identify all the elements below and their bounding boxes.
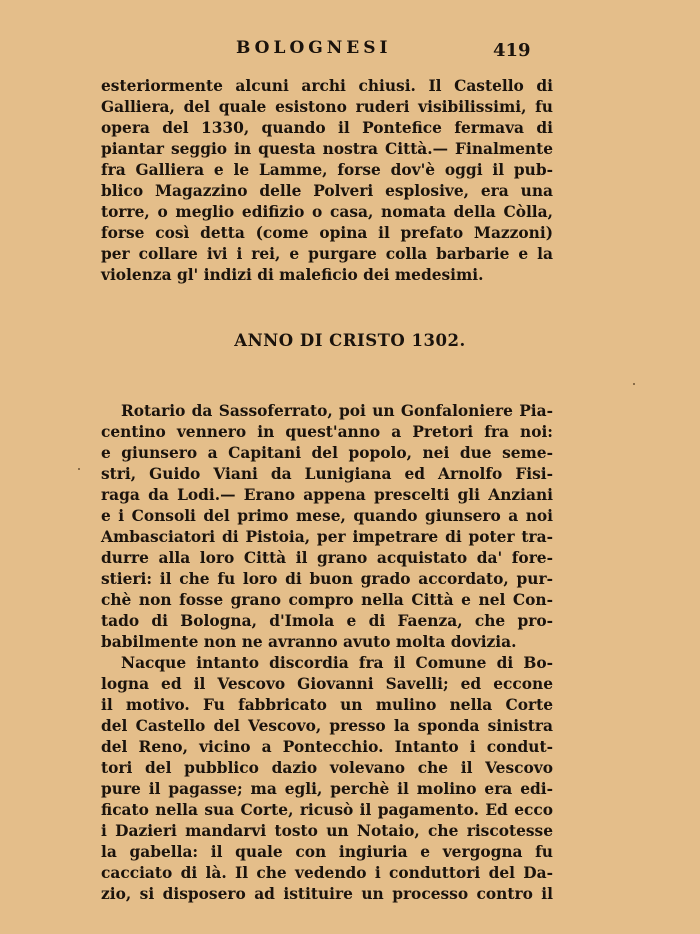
text-line: durre alla loro Città il grano acquistato da' fore-	[101, 549, 553, 567]
text-line: la gabella: il quale con ingiuria e vergogna fu	[101, 843, 553, 861]
text-line: i Dazieri mandarvi tosto un Notaio, che riscotesse	[101, 822, 553, 840]
paper-speck	[633, 383, 635, 385]
page-number: 419	[493, 40, 531, 61]
text-line: stri, Guido Viani da Lunigiana ed Arnolfo Fisi-	[101, 465, 553, 483]
text-line: Rotario da Sassoferrato, poi un Gonfaloniere Pia-	[121, 402, 553, 420]
text-line: Nacque intanto discordia fra il Comune di Bo-	[121, 654, 553, 672]
text-line: chè non fosse grano compro nella Città e nel Con-	[101, 591, 553, 609]
text-line: ficato nella sua Corte, ricusò il pagamento. Ed ecco	[101, 801, 553, 819]
text-line: tori del pubblico dazio volevano che il Vescovo	[101, 759, 553, 777]
text-line: il motivo. Fu fabbricato un mulino nella Corte	[101, 696, 553, 714]
text-line: zio, si disposero ad istituire un processo contro il	[101, 885, 553, 903]
text-line: forse così detta (come opina il prefato Mazzoni)	[101, 224, 553, 242]
text-line: raga da Lodi.— Erano appena prescelti gli Anziani	[101, 486, 553, 504]
text-line: esteriormente alcuni archi chiusi. Il Castello di	[101, 77, 553, 95]
text-line: piantar seggio in questa nostra Città.— Finalmente	[101, 140, 553, 158]
text-line: babilmente non ne avranno avuto molta dovizia.	[101, 633, 517, 651]
text-line: torre, o meglio edifizio o casa, nomata della Còlla,	[101, 203, 553, 221]
text-line: opera del 1330, quando il Pontefice fermava di	[101, 119, 553, 137]
text-line: cacciato di là. Il che vedendo i conduttori del Da-	[101, 864, 553, 882]
section-heading: ANNO DI CRISTO 1302.	[234, 331, 466, 350]
text-line: stieri: il che fu loro di buon grado accordato, pur-	[101, 570, 553, 588]
paper-speck	[78, 468, 80, 470]
text-line: tado di Bologna, d'Imola e di Faenza, che pro-	[101, 612, 553, 630]
running-title: BOLOGNESI	[236, 38, 392, 58]
text-line: blico Magazzino delle Polveri esplosive, era una	[101, 182, 553, 200]
text-line: violenza gl' indizi di maleficio dei medesimi.	[101, 266, 484, 284]
text-line: e giunsero a Capitani del popolo, nei due seme-	[101, 444, 553, 462]
text-line: del Castello del Vescovo, presso la sponda sinistra	[101, 717, 553, 735]
text-line: Galliera, del quale esistono ruderi visibilissimi, fu	[101, 98, 553, 116]
text-line: pure il pagasse; ma egli, perchè il molino era edi-	[101, 780, 553, 798]
text-line: e i Consoli del primo mese, quando giunsero a noi	[101, 507, 553, 525]
text-line: Ambasciatori di Pistoia, per impetrare di poter tra-	[101, 528, 553, 546]
text-line: per collare ivi i rei, e purgare colla barbarie e la	[101, 245, 553, 263]
text-line: fra Galliera e le Lamme, forse dov'è oggi il pub-	[101, 161, 553, 179]
text-line: del Reno, vicino a Pontecchio. Intanto i condut-	[101, 738, 553, 756]
text-line: logna ed il Vescovo Giovanni Savelli; ed eccone	[101, 675, 553, 693]
text-line: centino vennero in quest'anno a Pretori fra noi:	[101, 423, 553, 441]
